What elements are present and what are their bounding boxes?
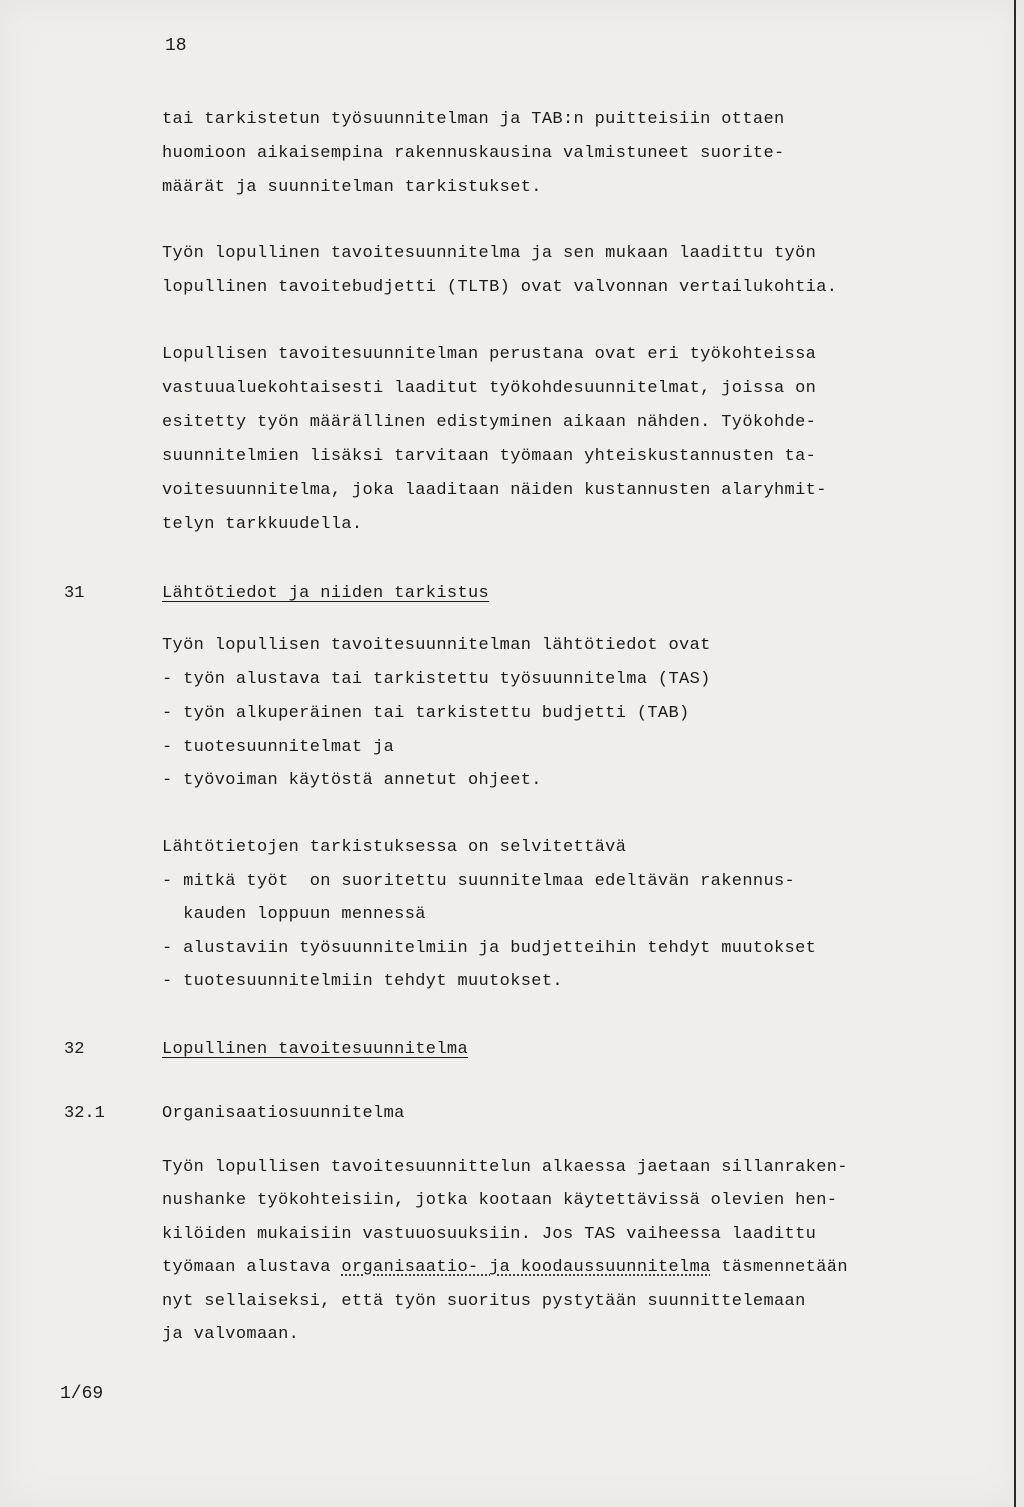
line-text: täsmennetään xyxy=(710,1258,848,1277)
list-item: - työn alkuperäinen tai tarkistettu budjetti (TAB) xyxy=(162,704,690,723)
bottom-reference: 1/69 xyxy=(60,1384,104,1404)
section-number: 32.1 xyxy=(64,1104,105,1123)
list-item: - mitkä työt on suoritettu suunnitelmaa edeltävän rakennus- xyxy=(162,872,796,891)
list-item: - tuotesuunnitelmiin tehdyt muutokset. xyxy=(162,972,563,991)
section-heading: Organisaatiosuunnitelma xyxy=(162,1104,405,1123)
paragraph-line: voitesuunnitelma, joka laaditaan näiden kustannusten alaryhmit- xyxy=(162,481,827,500)
underlined-term: organisaatio- ja koodaussuunnitelma xyxy=(341,1258,711,1277)
list-item: - tuotesuunnitelmat ja xyxy=(162,738,395,757)
list-item: - työvoiman käytöstä annetut ohjeet. xyxy=(162,771,542,790)
paragraph-line: huomioon aikaisempina rakennuskausina valmistuneet suorite- xyxy=(162,144,785,163)
section-heading: Lähtötiedot ja niiden tarkistus xyxy=(162,584,490,603)
line-text: työmaan alustava xyxy=(162,1258,342,1277)
page-number: 18 xyxy=(165,36,187,56)
section-number: 32 xyxy=(64,1040,85,1059)
section-number: 31 xyxy=(64,584,85,603)
paragraph-line: ja valvomaan. xyxy=(162,1325,300,1344)
paragraph-line: Lopullisen tavoitesuunnitelman perustana ovat eri työkohteissa xyxy=(162,345,817,364)
paragraph-line: Työn lopullisen tavoitesuunnitelman lähtötiedot ovat xyxy=(162,636,711,655)
paragraph-line: Työn lopullinen tavoitesuunnitelma ja sen mukaan laadittu työn xyxy=(162,244,817,263)
paragraph-line: telyn tarkkuudella. xyxy=(162,515,363,534)
paragraph-line: suunnitelmien lisäksi tarvitaan työmaan yhteiskustannusten ta- xyxy=(162,447,817,466)
paragraph-line: kilöiden mukaisiin vastuuosuuksiin. Jos TAS vaiheessa laadittu xyxy=(162,1225,817,1244)
paragraph-line: Työn lopullisen tavoitesuunnittelun alkaessa jaetaan sillanraken- xyxy=(162,1158,848,1177)
paragraph-line: esitetty työn määrällinen edistyminen aikaan nähden. Työkohde- xyxy=(162,413,817,432)
paragraph-line xyxy=(162,1258,848,1278)
list-item: kauden loppuun mennessä xyxy=(162,905,426,924)
paragraph-line: nyt sellaiseksi, että työn suoritus pystytään suunnittelemaan xyxy=(162,1292,806,1311)
list-item: - alustaviin työsuunnitelmiin ja budjetteihin tehdyt muutokset xyxy=(162,939,817,958)
section-heading: Lopullinen tavoitesuunnitelma xyxy=(162,1040,468,1059)
paragraph-line: määrät ja suunnitelman tarkistukset. xyxy=(162,178,542,197)
paragraph-line: lopullinen tavoitebudjetti (TLTB) ovat valvonnan vertailukohtia. xyxy=(162,278,838,297)
paragraph-line: Lähtötietojen tarkistuksessa on selvitettävä xyxy=(162,838,627,857)
list-item: - työn alustava tai tarkistettu työsuunnitelma (TAS) xyxy=(162,670,711,689)
paragraph-line: tai tarkistetun työsuunnitelman ja TAB:n puitteisiin ottaen xyxy=(162,110,785,129)
paragraph-line: nushanke työkohteisiin, jotka kootaan käytettävissä olevien hen- xyxy=(162,1191,838,1210)
paragraph-line: vastuualuekohtaisesti laaditut työkohdesuunnitelmat, joissa on xyxy=(162,379,817,398)
page-edge xyxy=(1014,0,1016,1507)
